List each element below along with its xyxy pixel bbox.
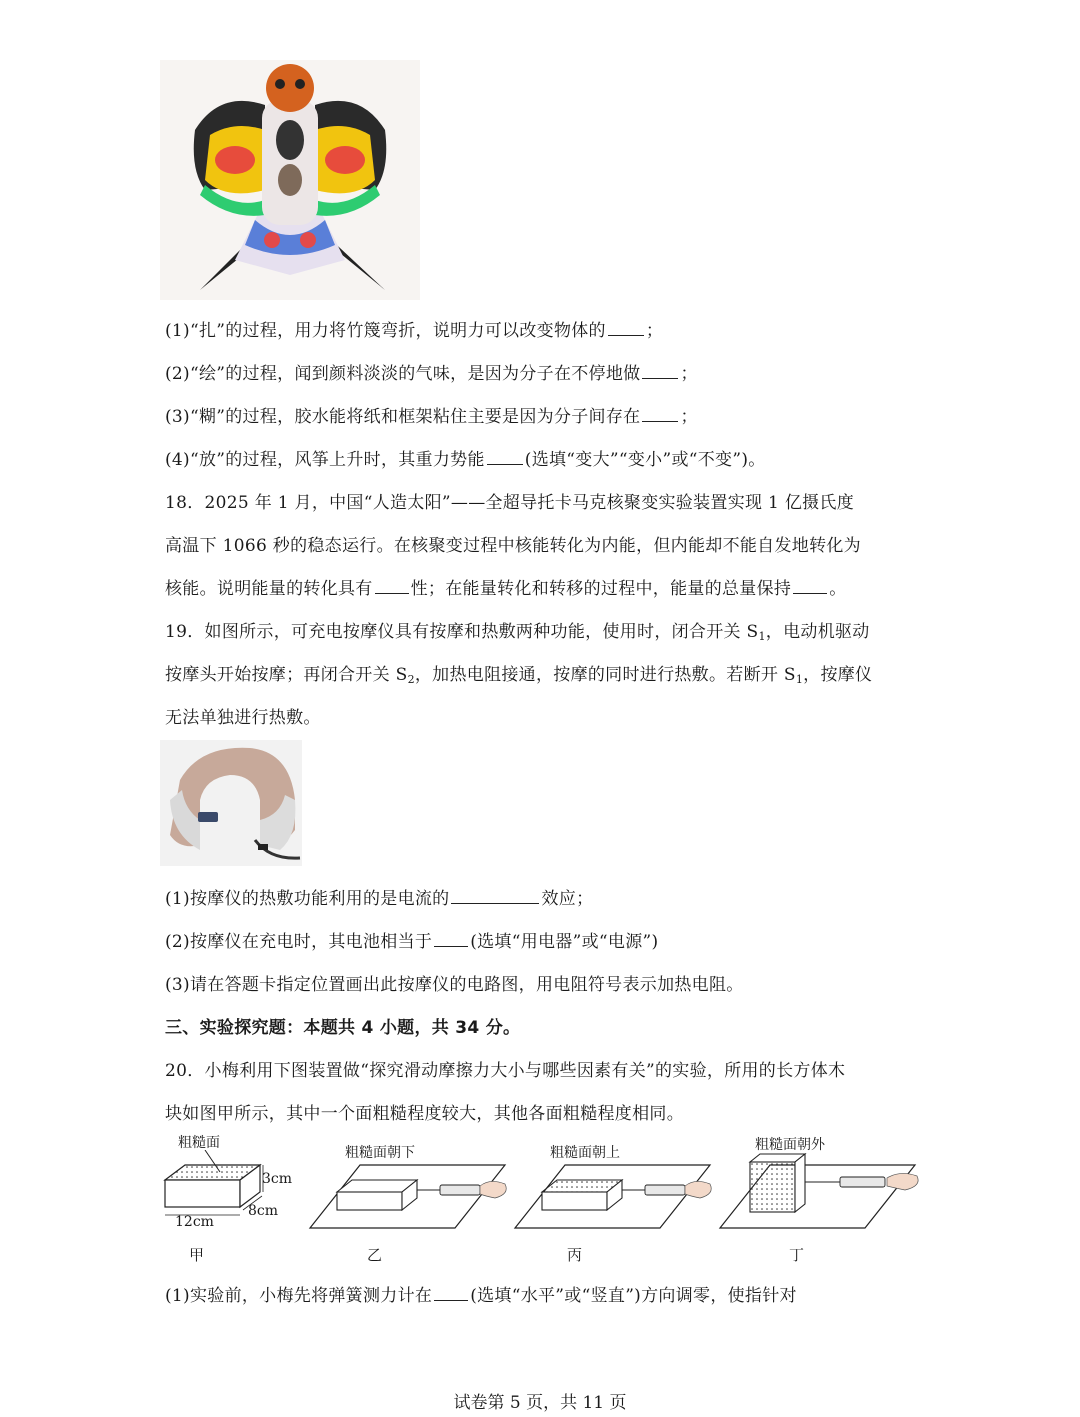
q19-line2-end: ，按摩仪	[803, 665, 873, 685]
q18-line3-mid: 性；在能量转化和转移的过程中，能量的总量保持	[410, 579, 792, 599]
q20-line-2: 块如图甲所示，其中一个面粗糙程度较大，其他各面粗糙程度相同。	[165, 1104, 684, 1124]
fig-jia-width: 12cm	[175, 1214, 214, 1230]
kite-q4-end: (选填“变大”“变小”或“不变”)。	[524, 450, 766, 470]
kite-q3-text: (3)“糊”的过程，胶水能将纸和框架粘住主要是因为分子间存在	[165, 407, 641, 427]
q18-line-1: 18．2025 年 1 月，中国“人造太阳”——全超导托卡马克核聚变实验装置实现 1 亿摄氏度	[165, 493, 855, 513]
q19-part-2	[165, 927, 658, 952]
kite-image	[160, 60, 420, 300]
fig-label-ding: 丁	[789, 1246, 805, 1264]
q19-line-1	[165, 617, 870, 643]
subscript: 1	[758, 630, 766, 643]
q19-part-1	[165, 884, 593, 909]
answer-blank[interactable]	[375, 579, 409, 594]
kite-q2-text: (2)“绘”的过程，闻到颜料淡淡的气味，是因为分子在不停地做	[165, 364, 641, 384]
q19-p1-end: 效应；	[541, 889, 594, 909]
answer-blank[interactable]	[434, 932, 468, 947]
answer-blank[interactable]	[642, 364, 678, 379]
answer-blank[interactable]	[793, 579, 827, 594]
kite-question-4	[165, 445, 766, 470]
answer-blank[interactable]	[487, 450, 523, 465]
fig-jia-rough-label: 粗糙面	[178, 1135, 220, 1151]
fig-yi-caption: 粗糙面朝下	[345, 1145, 415, 1161]
q19-p2-text: (2)按摩仪在充电时，其电池相当于	[165, 932, 433, 952]
kite-question-2	[165, 359, 698, 384]
kite-q3-end: ；	[680, 407, 698, 427]
answer-blank[interactable]	[608, 321, 644, 336]
fig-ding-setup	[715, 1152, 930, 1235]
kite-question-3	[165, 402, 698, 427]
subscript: 1	[795, 673, 804, 686]
q20-p1-text: (1)实验前，小梅先将弹簧测力计在	[165, 1286, 433, 1306]
q19-line-3: 无法单独进行热敷。	[165, 708, 321, 728]
q19-line1-text: 19．如图所示，可充电按摩仪具有按摩和热敷两种功能，使用时，闭合开关 S	[165, 622, 759, 642]
q19-line1-end: ，电动机驱动	[765, 622, 870, 642]
q20-part-1	[165, 1281, 797, 1306]
answer-blank[interactable]	[642, 407, 678, 422]
q19-part-3: (3)请在答题卡指定位置画出此按摩仪的电路图，用电阻符号表示加热电阻。	[165, 975, 744, 995]
subscript: 2	[407, 673, 415, 686]
fig-bing-caption: 粗糙面朝上	[550, 1145, 620, 1161]
q20-line-1: 20．小梅利用下图装置做“探究滑动摩擦力大小与哪些因素有关”的实验，所用的长方体木	[165, 1061, 846, 1081]
kite-question-1	[165, 316, 663, 341]
fig-label-yi: 乙	[367, 1246, 383, 1264]
fig-ding-caption: 粗糙面朝外	[755, 1137, 825, 1153]
q19-line-2	[165, 660, 872, 686]
kite-q2-end: ；	[680, 364, 698, 384]
fig-label-bing: 丙	[567, 1246, 583, 1264]
q19-line2-text: 按摩头开始按摩；再闭合开关 S	[165, 665, 408, 685]
kite-q1-text: (1)“扎”的过程，用力将竹篾弯折，说明力可以改变物体的	[165, 321, 606, 341]
q18-line-2: 高温下 1066 秒的稳态运行。在核聚变过程中核能转化为内能，但内能却不能自发地转化为	[165, 536, 861, 556]
fig-jia-depth: 8cm	[248, 1203, 279, 1219]
answer-blank[interactable]	[451, 889, 539, 904]
page-footer: 试卷第 5 页，共 11 页	[453, 1393, 627, 1413]
fig-label-jia: 甲	[189, 1246, 205, 1264]
massager-image	[160, 740, 302, 866]
q18-line3-text: 核能。说明能量的转化具有	[165, 579, 373, 599]
q19-p2-end: (选填“用电器”或“电源”)	[470, 932, 659, 952]
q20-p1-end: (选填“水平”或“竖直”)方向调零，使指针对	[470, 1286, 797, 1306]
fig-yi-setup	[305, 1160, 515, 1235]
fig-bing-setup	[510, 1160, 720, 1235]
kite-q1-end: ；	[645, 321, 664, 341]
fig-jia-height: 3cm	[262, 1171, 293, 1187]
section-heading: 三、实验探究题：本题共 4 小题，共 34 分。	[165, 1018, 521, 1038]
q18-line-3	[165, 574, 847, 599]
kite-q4-text: (4)“放”的过程，风筝上升时，其重力势能	[165, 450, 485, 470]
q19-line2-mid: ，加热电阻接通，按摩的同时进行热敷。若断开 S	[414, 665, 796, 685]
q19-p1-text: (1)按摩仪的热敷功能利用的是电流的	[165, 889, 450, 909]
q18-line3-end: 。	[829, 579, 847, 599]
answer-blank[interactable]	[434, 1286, 468, 1301]
